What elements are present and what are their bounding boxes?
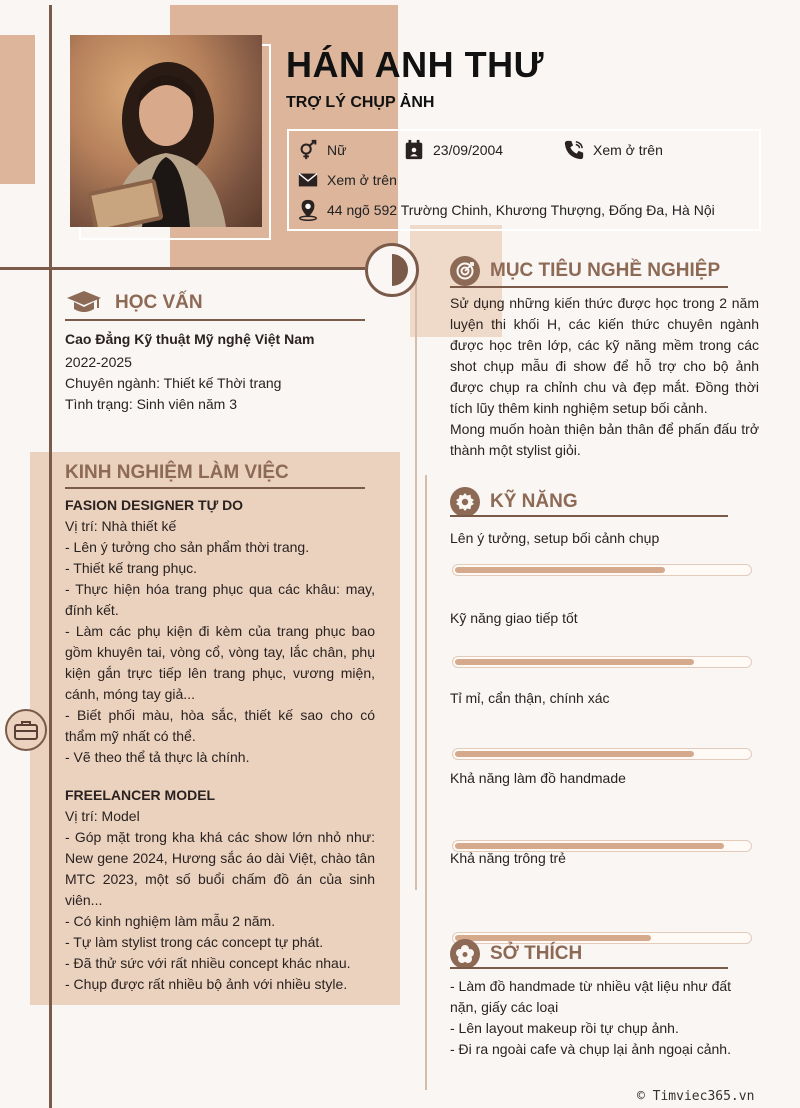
skill-label: Kỹ năng giao tiếp tốt xyxy=(450,610,578,626)
hobbies-underline xyxy=(450,967,728,969)
target-icon xyxy=(450,256,480,286)
phone-item xyxy=(563,139,663,161)
birthday-value: 23/09/2004 xyxy=(433,142,504,158)
gender-icon xyxy=(297,139,319,161)
job-position: Vị trí: Model xyxy=(65,808,140,824)
skill-bar-track xyxy=(452,564,752,576)
skill-bar-fill xyxy=(455,567,665,573)
skills-heading xyxy=(450,487,578,517)
address-item xyxy=(297,199,715,221)
objective-heading xyxy=(450,256,720,286)
education-body xyxy=(65,329,375,415)
gender-item xyxy=(297,139,346,161)
hobby-line: - Lên layout makeup rồi tự chụp ảnh. xyxy=(450,1020,679,1036)
decor-line-right xyxy=(415,275,417,890)
job-line: - Biết phối màu, hòa sắc, thiết kế sao cho có thẩm mỹ nhất có thể. xyxy=(65,707,375,744)
job-line: - Góp mặt trong kha khá các show lớn nhỏ như: New gene 2024, Hương sắc áo dài Việt, chào tân MTC 2023, một số buổi chấm đồ án của sinh viên... xyxy=(65,829,375,908)
job-position: Vị trí: Nhà thiết kế xyxy=(65,518,177,534)
job-line: - Đã thử sức với rất nhiều concept khác nhau. xyxy=(65,955,351,971)
objective-paragraph-2: Mong muốn hoàn thiện bản thân để phấn đấu trở thành một stylist giỏi. xyxy=(450,421,759,458)
graduation-cap-icon xyxy=(65,289,103,317)
education-underline xyxy=(65,319,365,321)
job-line: - Thực hiện hóa trang phục qua các khâu: may, đính kết. xyxy=(65,581,375,618)
birthday-item xyxy=(403,139,503,161)
skills-title: KỸ NĂNG xyxy=(490,491,578,512)
job-line: - Làm các phụ kiện đi kèm của trang phục bao gồm khuyên tai, vòng cổ, vòng tay, lắc chân, phụ kiện gắn trực tiếp lên trang phục, vương miện, cánh, móng tay giả... xyxy=(65,623,375,702)
email-item xyxy=(297,169,397,191)
job-1 xyxy=(65,495,375,768)
job-line: - Vẽ theo thể tả thực là chính. xyxy=(65,749,250,765)
job-line: - Có kinh nghiệm làm mẫu 2 năm. xyxy=(65,913,276,929)
objective-paragraph-1: Sử dụng những kiến thức được học trong 2 năm luyện thi khối H, các kiến thức chuyên ngành được học trên lớp, các kỹ năng mềm trong các shot chụp mẫu đi show để hỗ trợ cho bộ ảnh được chụp ra chỉnh chu và đẹp mắt. Đồng thời tích lũy thêm kinh nghiệm setup bối cảnh. xyxy=(450,295,759,416)
education-years: 2022-2025 xyxy=(65,354,132,370)
job-company: FASION DESIGNER TỰ DO xyxy=(65,497,244,513)
skill-bar-track xyxy=(452,656,752,668)
education-title: HỌC VẤN xyxy=(115,292,203,313)
footer-credit: © Timviec365.vn xyxy=(637,1089,755,1104)
email-value: Xem ở trên xyxy=(327,172,397,188)
gear-icon xyxy=(450,487,480,517)
experience-title: KINH NGHIỆM LÀM VIỆC xyxy=(65,462,289,483)
job-line: - Lên ý tưởng cho sản phẩm thời trang. xyxy=(65,539,310,555)
hobby-line: - Làm đồ handmade từ nhiều vật liệu như đất nặn, giấy các loại xyxy=(450,978,732,1015)
job-2 xyxy=(65,785,375,995)
education-heading xyxy=(65,289,203,317)
address-value: 44 ngõ 592 Trường Chinh, Khương Thượng, Đống Đa, Hà Nội xyxy=(327,202,715,218)
flower-icon xyxy=(450,939,480,969)
job-company: FREELANCER MODEL xyxy=(65,787,216,803)
decor-line-vertical xyxy=(49,5,52,1108)
hobbies-body xyxy=(450,976,760,1060)
candidate-role: TRỢ LÝ CHỤP ẢNH xyxy=(286,94,435,111)
objective-underline xyxy=(450,286,728,288)
objective-body xyxy=(450,293,759,461)
skill-bar-fill xyxy=(455,659,694,665)
phone-icon xyxy=(563,139,585,161)
skill-label: Lên ý tưởng, setup bối cảnh chụp xyxy=(450,530,660,546)
experience-underline xyxy=(65,487,365,489)
mail-icon xyxy=(297,169,319,191)
skill-label: Khả năng làm đồ handmade xyxy=(450,770,626,786)
profile-photo xyxy=(70,35,262,227)
education-major: Chuyên ngành: Thiết kế Thời trang xyxy=(65,375,282,391)
briefcase-badge xyxy=(5,709,47,751)
objective-title: MỤC TIÊU NGHỀ NGHIỆP xyxy=(490,260,721,281)
skill-label: Khả năng trông trẻ xyxy=(450,850,566,866)
hobbies-title: SỞ THÍCH xyxy=(490,943,583,964)
education-status: Tình trạng: Sinh viên năm 3 xyxy=(65,396,237,412)
job-line: - Thiết kế trang phục. xyxy=(65,560,198,576)
skill-bar-fill xyxy=(455,751,694,757)
hobby-line: - Đi ra ngoài cafe và chụp lại ảnh ngoại cảnh. xyxy=(450,1041,731,1057)
skill-bar-fill xyxy=(455,843,724,849)
decor-line-horizontal xyxy=(0,267,365,270)
job-line: - Tự làm stylist trong các concept tự phát. xyxy=(65,934,324,950)
job-line: - Chụp được rất nhiều bộ ảnh với nhiều style. xyxy=(65,976,348,992)
phone-value: Xem ở trên xyxy=(593,142,663,158)
skills-underline xyxy=(450,515,728,517)
skill-bar-track xyxy=(452,748,752,760)
decor-line-right-lower xyxy=(425,475,427,1090)
gender-value: Nữ xyxy=(327,142,347,158)
decor-half-circle xyxy=(376,254,408,286)
education-school: Cao Đẳng Kỹ thuật Mỹ nghệ Việt Nam xyxy=(65,331,315,347)
briefcase-icon xyxy=(13,719,39,741)
decor-block-left xyxy=(0,35,35,184)
experience-heading xyxy=(65,462,289,484)
candidate-name: HÁN ANH THƯ xyxy=(286,44,545,85)
location-icon xyxy=(297,199,319,221)
calendar-icon xyxy=(403,139,425,161)
skill-label: Tỉ mỉ, cẩn thận, chính xác xyxy=(450,690,610,706)
hobbies-heading xyxy=(450,939,582,969)
